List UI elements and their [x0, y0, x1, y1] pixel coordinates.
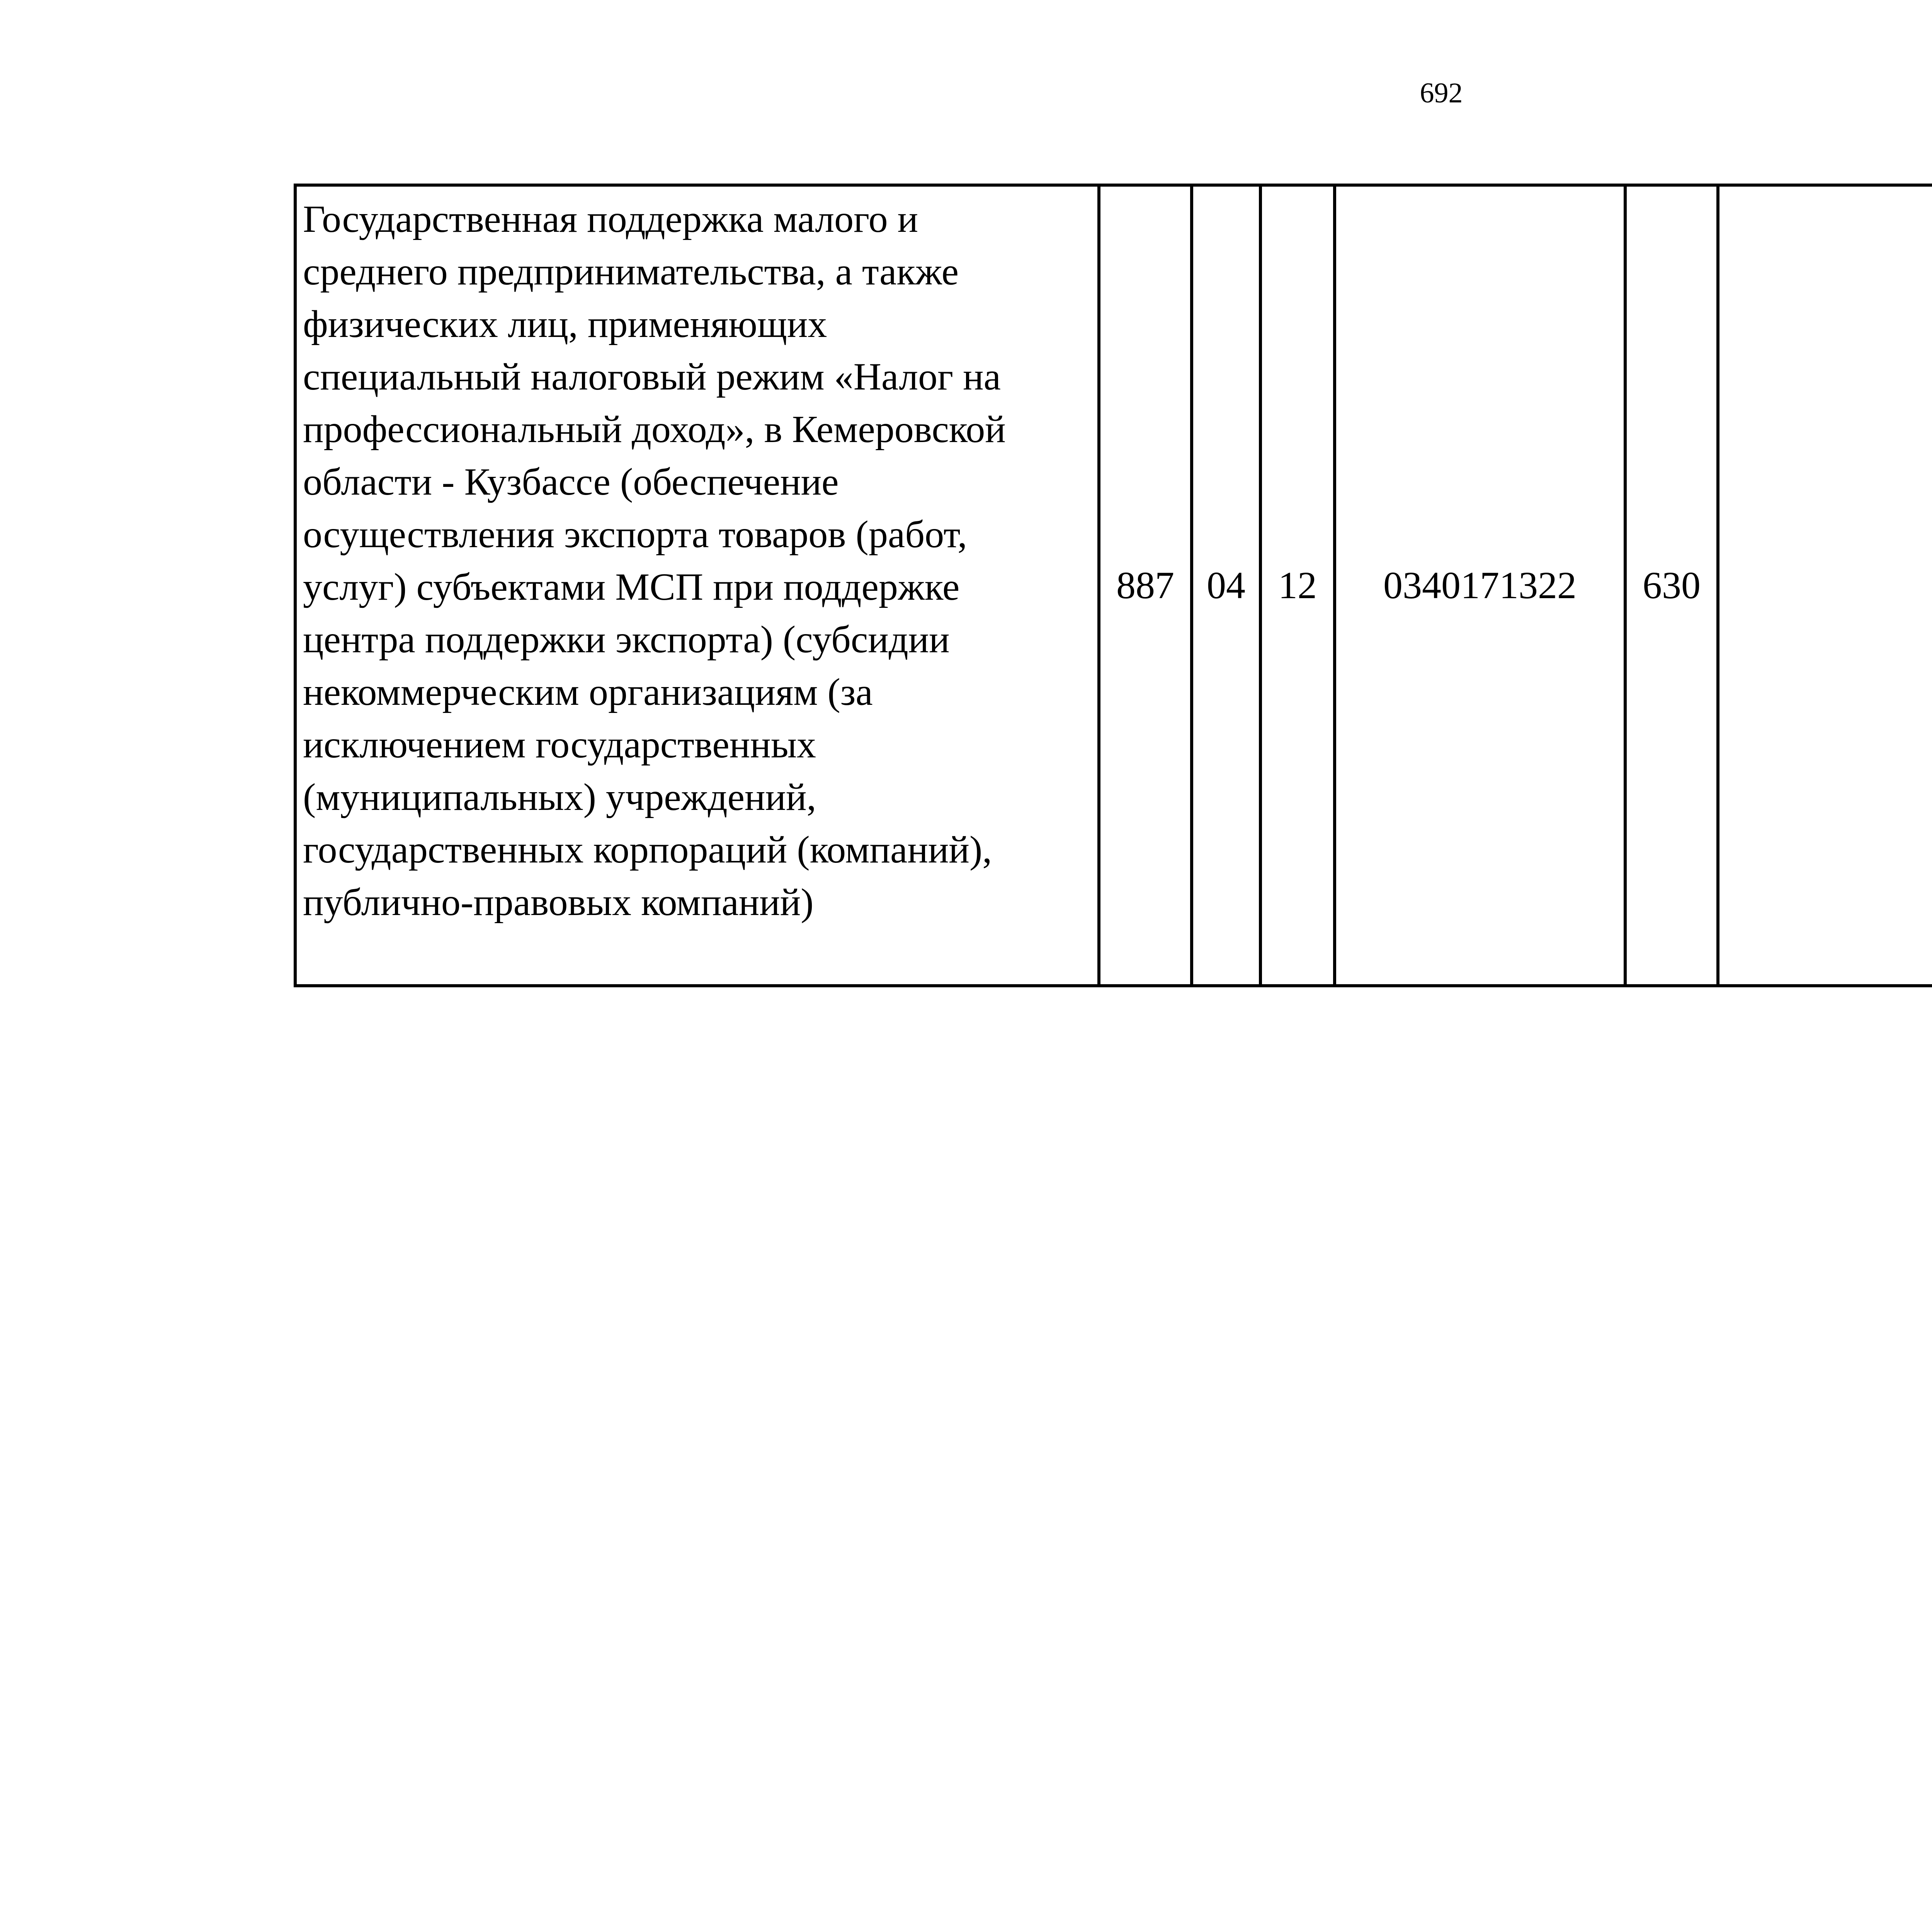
table-row	[295, 185, 1932, 986]
page-number: 692	[1420, 77, 1463, 109]
expense-name-line: услуг) субъектами МСП при поддержке	[303, 565, 960, 608]
expense-type-cell: 630	[1625, 185, 1718, 986]
expense-name-line: некоммерческим организациям (за	[303, 670, 873, 713]
expense-name-line: исключением государственных	[303, 723, 816, 766]
section-code-cell: 04	[1192, 185, 1260, 986]
expense-name-line: области - Кузбассе (обеспечение	[303, 460, 839, 503]
empty-amount-cell	[1718, 185, 1932, 986]
target-article-cell: 0340171322	[1335, 185, 1625, 986]
expense-name-line: Государственная поддержка малого и	[303, 197, 918, 240]
expense-name-line: профессиональный доход», в Кемеровской	[303, 408, 1006, 451]
expense-name-line: публично-правовых компаний)	[303, 881, 814, 924]
expense-name-line: осуществления экспорта товаров (работ,	[303, 513, 967, 556]
expense-name-line: центра поддержки экспорта) (субсидии	[303, 618, 950, 661]
expense-name-line: физических лиц, применяющих	[303, 303, 827, 345]
expense-name-line: среднего предпринимательства, а также	[303, 250, 959, 293]
expense-name-cell	[295, 185, 1099, 986]
budget-table	[294, 184, 1932, 987]
expense-name-line: государственных корпораций (компаний),	[303, 828, 992, 871]
expense-name-line: специальный налоговый режим «Налог на	[303, 355, 1001, 398]
subsection-code-cell: 12	[1260, 185, 1335, 986]
expense-name-line: (муниципальных) учреждений,	[303, 776, 816, 818]
grbs-code-cell: 887	[1099, 185, 1192, 986]
